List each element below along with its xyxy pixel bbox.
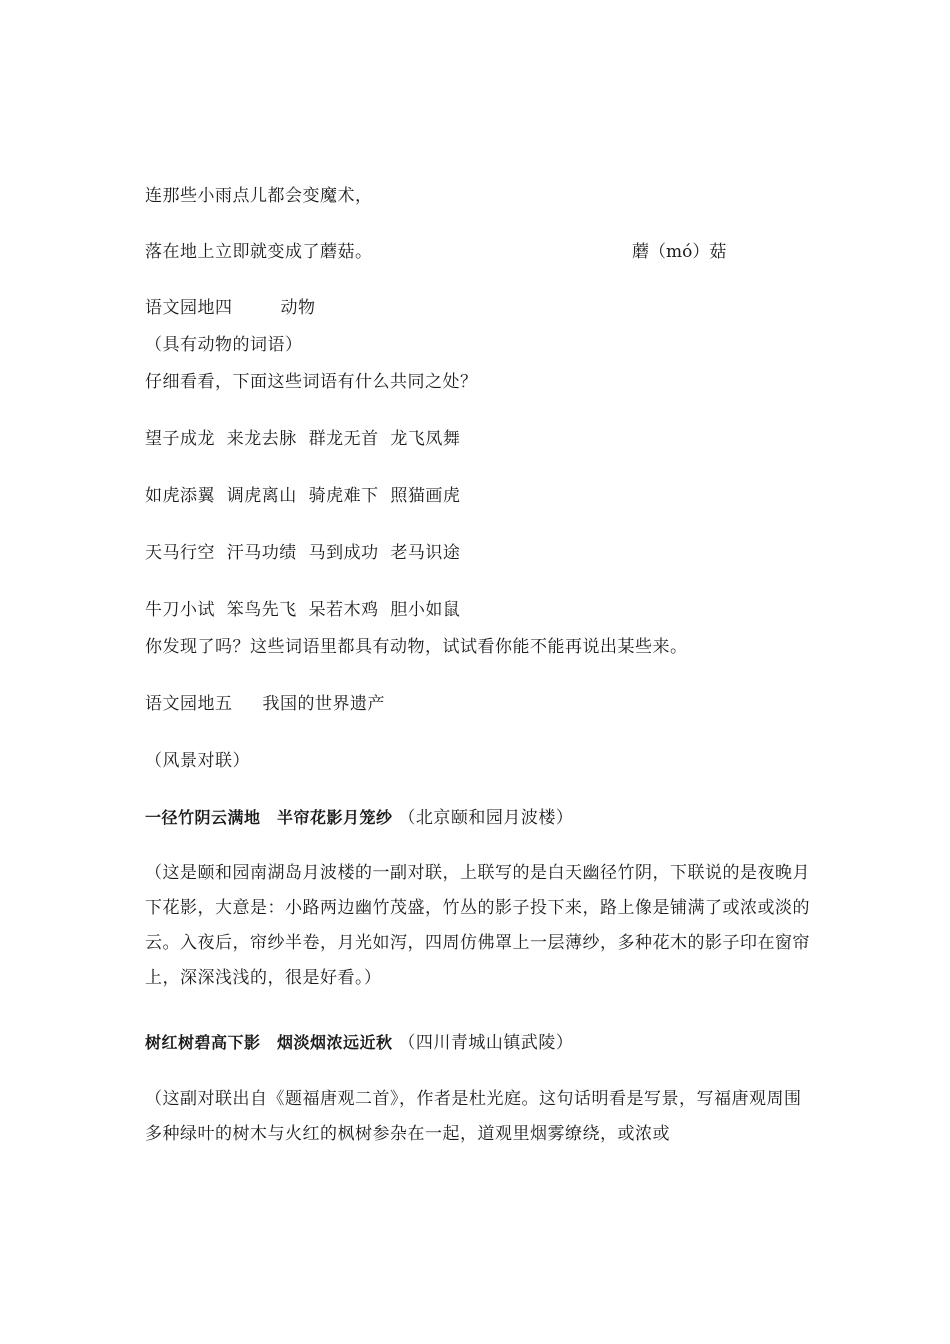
section4-prompt: 你发现了吗？这些词语里都具有动物，试试看你能不能再说出某些来。 [145,637,688,657]
section4-subtitle: （具有动物的词语） [145,335,303,355]
idiom-row-2: 如虎添翼 调虎离山 骑虎难下 照猫画虎 [145,486,461,506]
section4-title: 语文园地四 [145,298,233,318]
idiom-row-4: 牛刀小试 笨鸟先飞 呆若木鸡 胆小如鼠 [145,600,461,620]
couplet-1-explanation: （这是颐和园南湖岛月波楼的一副对联，上联写的是白天幽径竹阴，下联说的是夜晚月下花影，大意是：小路两边幽竹茂盛，竹丛的影子投下来，路上像是铺满了或浓或淡的云。入夜后，帘纱半卷，月光如泻，四周仿佛罩上一层薄纱，多种花木的影子印在窗帘上，深深浅浅的，很是好看。） [145,863,810,988]
section4-topic: 动物 [280,298,316,318]
couplet-2-explanation: （这副对联出自《题福唐观二首》，作者是杜光庭。这句话明看是写景，写福唐观周围多种绿叶的树木与火红的枫树参杂在一起，道观里烟雾缭绕，或浓或 [145,1089,802,1144]
pronunciation-note: 蘑（mó）菇 [632,242,727,262]
section5-title: 语文园地五 [145,694,233,714]
section4-question: 仔细看看，下面这些词语有什么共同之处？ [145,372,478,392]
poem-line-1: 连那些小雨点儿都会变魔术， [145,186,373,206]
idiom-row-1: 望子成龙 来龙去脉 群龙无首 龙飞凤舞 [145,429,461,449]
couplet-1-text: 一径竹阴云满地 半帘花影月笼纱 [145,808,393,827]
couplet-1-location: （北京颐和园月波楼） [398,808,574,828]
section4-heading [145,296,316,320]
poem-line-2: 落在地上立即就变成了蘑菇。 [145,242,373,262]
section5-subtitle: （风景对联） [145,751,250,771]
couplet-2 [145,1031,573,1055]
section5-topic: 我国的世界遗产 [262,694,385,714]
section5-heading [145,692,385,716]
idiom-row-3: 天马行空 汗马功绩 马到成功 老马识途 [145,543,461,563]
couplet-2-text: 树红树碧高下影 烟淡烟浓远近秋 [145,1033,393,1052]
couplet-2-location: （四川青城山镇武陵） [398,1033,574,1053]
couplet-1 [145,806,573,830]
